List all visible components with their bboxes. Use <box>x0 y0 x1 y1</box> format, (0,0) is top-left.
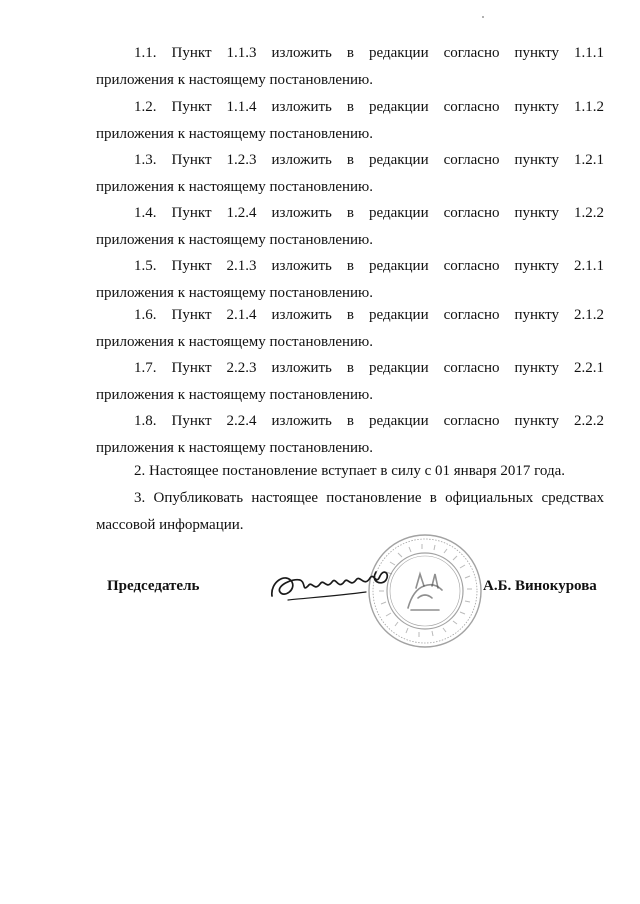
signatory-name: А.Б. Винокурова <box>483 578 597 594</box>
clause-1-5 <box>96 253 604 307</box>
clause-line: 1.1. Пункт 1.1.3 изложить в редакции согласно пункту 1.1.1 <box>134 45 604 61</box>
scan-speck <box>482 16 484 18</box>
signature-row <box>0 578 640 602</box>
clause-3 <box>96 485 604 539</box>
clause-line: 1.8. Пункт 2.2.4 изложить в редакции согласно пункту 2.2.2 <box>134 413 604 429</box>
clause-line: приложения к настоящему постановлению. <box>96 285 374 301</box>
clause-line: приложения к настоящему постановлению. <box>96 334 374 350</box>
clause-1-8 <box>96 408 604 462</box>
clause-line: массовой информации. <box>96 517 244 533</box>
clause-line: приложения к настоящему постановлению. <box>96 232 374 248</box>
clause-1-2 <box>96 94 604 148</box>
clause-1-4 <box>96 200 604 254</box>
clause-line: 3. Опубликовать настоящее постановление в официальных средствах <box>134 490 604 506</box>
clause-line: приложения к настоящему постановлению. <box>96 387 374 403</box>
clause-line: приложения к настоящему постановлению. <box>96 72 374 88</box>
clause-line: приложения к настоящему постановлению. <box>96 126 374 142</box>
clause-1-7 <box>96 355 604 409</box>
clause-line: 1.5. Пункт 2.1.3 изложить в редакции согласно пункту 2.1.1 <box>134 258 604 274</box>
clause-line: 1.2. Пункт 1.1.4 изложить в редакции согласно пункту 1.1.2 <box>134 99 604 115</box>
clause-line: приложения к настоящему постановлению. <box>96 440 374 456</box>
clause-1-3 <box>96 147 604 201</box>
clause-line: приложения к настоящему постановлению. <box>96 179 374 195</box>
clause-line: 1.6. Пункт 2.1.4 изложить в редакции согласно пункту 2.1.2 <box>134 307 604 323</box>
clause-1-6 <box>96 302 604 356</box>
clause-1-1 <box>96 40 604 94</box>
clause-line: 1.7. Пункт 2.2.3 изложить в редакции согласно пункту 2.2.1 <box>134 360 604 376</box>
clause-line: 1.4. Пункт 1.2.4 изложить в редакции согласно пункту 1.2.2 <box>134 205 604 221</box>
clause-line: 1.3. Пункт 1.2.3 изложить в редакции согласно пункту 1.2.1 <box>134 152 604 168</box>
clause-2 <box>96 458 604 485</box>
clause-line: 2. Настоящее постановление вступает в силу с 01 января 2017 года. <box>134 463 566 479</box>
signatory-title: Председатель <box>107 578 200 594</box>
